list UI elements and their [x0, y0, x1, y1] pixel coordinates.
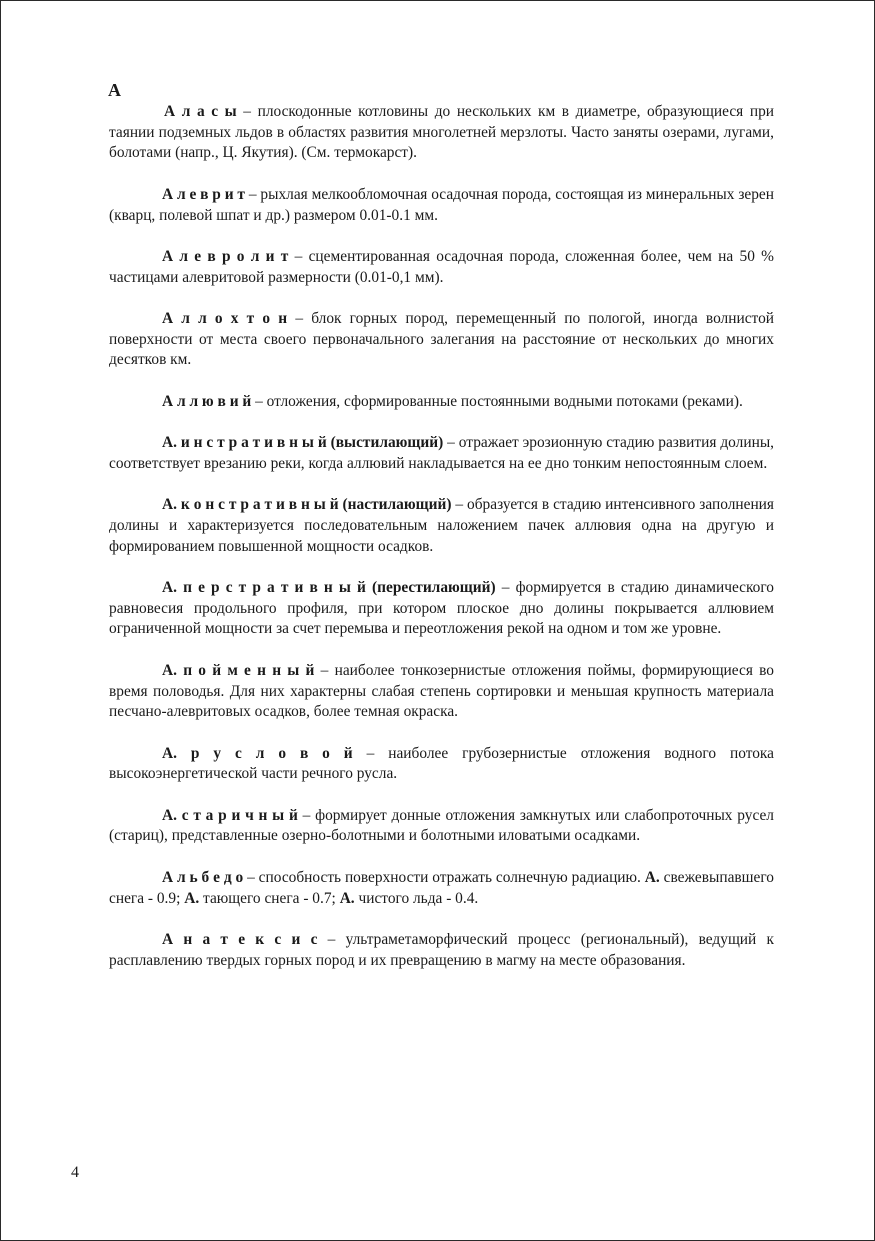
- entry-definition: сцементированная осадочная порода, сложенная более, чем на 50 % частицами алевритовой размерности (0.01-0,1 мм).: [109, 247, 774, 286]
- entry-definition: образуется в стадию интенсивного заполнения долины и характеризуется последовательным наложением пачек аллювия одна на другую и формированием повышенной мощности осадков.: [109, 496, 774, 555]
- entry-ruslovoy: А. р у с л о в о й – наиболее грубозернистые отложения водного потока высокоэнергетической части речного русла.: [109, 744, 775, 783]
- entry-term: А. п о й м е н н ы й: [162, 661, 315, 679]
- entry-albedo: А л ь б е д о – способность поверхности отражать солнечную радиацию. А. свежевыпавшего снега - 0.9; А. тающего снега - 0.7; А. чистого льда - 0.4.: [109, 868, 774, 907]
- entry-definition: плоскодонные котловины до нескольких км в диаметре, образующиеся при таянии подземных льдов в областях развития многолетней мерзлоты. Часто заняты озерами, лугами, болотами (напр., Ц. Якутия). (См. термокарст).: [109, 103, 775, 162]
- entry-definition: наиболее грубозернистые отложения водного потока высокоэнергетической части речного русла.: [109, 744, 775, 783]
- entry-term: А л а с ы: [164, 103, 237, 120]
- term-abbrev: А.: [184, 889, 200, 907]
- entry-term: А л л о х т о н: [162, 309, 288, 327]
- entry-definition: формирует донные отложения замкнутых или слабопроточных русел (стариц), представленные озерно-болотными и болотными иловатыми осадками.: [109, 806, 774, 845]
- entry-term: А л е в р и т: [162, 185, 245, 203]
- entry-term: А н а т е к с и с: [162, 930, 318, 948]
- entry-anateksis: А н а т е к с и с – ультраметаморфический процесс (региональный), ведущий к расплавлению твердых горных пород и их превращению в магму на месте образования.: [109, 930, 775, 969]
- entry-term: А. п е р с т р а т и в н ы й (перестилающий): [162, 579, 496, 597]
- entry-definition: формируется в стадию динамического равновесия продольного профиля, при котором плоское дно долины покрывается аллювием ограниченной мощности за счет перемыва и переотложения рекой на одном и том же уровне.: [109, 579, 774, 638]
- entry-definition: отложения, сформированные постоянными водными потоками (реками).: [266, 392, 743, 410]
- entry-definition: способность поверхности отражать солнечную радиацию.: [258, 868, 641, 886]
- glossary-entries: [109, 102, 774, 992]
- entry-term: А л е в р о л и т: [162, 247, 289, 265]
- entry-instrativny: А. и н с т р а т и в н ы й (выстилающий) – отражает эрозионную стадию развития долины, соответствует врезанию реки, когда аллювий накладывается на ее дно тонким непостоянным слоем.: [109, 434, 775, 472]
- entry-definition: ультраметаморфический процесс (региональный), ведущий к расплавлению твердых горных пород и их превращению в магму на месте образования.: [109, 930, 775, 969]
- entry-definition: отражает эрозионную стадию развития долины, соответствует врезанию реки, когда аллювий накладывается на ее дно тонким непостоянным слоем.: [109, 434, 775, 472]
- entry-term: А л л ю в и й: [162, 392, 252, 410]
- entry-term: А. с т а р и ч н ы й: [162, 806, 298, 824]
- entry-konstrativny: А. к о н с т р а т и в н ы й (настилающий) – образуется в стадию интенсивного заполнения долины и характеризуется последовательным наложением пачек аллювия одна на другую и формированием повышенной мощности осадков.: [109, 496, 774, 555]
- entry-definition: блок горных пород, перемещенный по пологой, иногда волнистой поверхности от места своего первоначального залегания на расстояние от нескольких до многих десятков км.: [109, 309, 774, 369]
- entry-alasy: А л а с ы – плоскодонные котловины до нескольких км в диаметре, образующиеся при таянии подземных льдов в областях развития многолетней мерзлоты. Часто заняты озерами, лугами, болотами (напр., Ц. Якутия). (См. термокарст).: [109, 103, 775, 162]
- entry-term: А. к о н с т р а т и в н ы й (настилающий): [162, 496, 452, 514]
- section-letter: А: [108, 80, 121, 100]
- entry-term: А. и н с т р а т и в н ы й (выстилающий): [162, 434, 444, 452]
- page-number: 4: [71, 1164, 79, 1181]
- entry-poymenny: А. п о й м е н н ы й – наиболее тонкозернистые отложения поймы, формирующиеся во время половодья. Для них характерны слабая степень сортировки и меньшая крупность материала песчано-алевритовых осадков, более темная окраска.: [109, 661, 774, 721]
- entry-allokhton: А л л о х т о н – блок горных пород, перемещенный по пологой, иногда волнистой поверхности от места своего первоначального залегания на расстояние от нескольких до многих десятков км.: [109, 309, 774, 369]
- entry-alevrit: А л е в р и т – рыхлая мелкообломочная осадочная порода, состоящая из минеральных зерен (кварц, полевой шпат и др.) размером 0.01-0.1 мм.: [109, 185, 774, 224]
- entry-starichny: А. с т а р и ч н ы й – формирует донные отложения замкнутых или слабопроточных русел (стариц), представленные озерно-болотными и болотными иловатыми осадками.: [109, 806, 774, 845]
- entry-term: А. р у с л о в о й: [162, 744, 353, 762]
- term-abbrev: А.: [644, 868, 660, 886]
- entry-alluviy: А л л ю в и й – отложения, сформированные постоянными водными потоками (реками).: [162, 392, 743, 410]
- entry-perstrativny: А. п е р с т р а т и в н ы й (перестилающий) – формируется в стадию динамического равновесия продольного профиля, при котором плоское дно долины покрывается аллювием ограниченной мощности за счет перемыва и переотложения рекой на одном и том же уровне.: [109, 579, 774, 638]
- term-abbrev: А.: [339, 889, 355, 907]
- entry-definition: наиболее тонкозернистые отложения поймы, формирующиеся во время половодья. Для них характерны слабая степень сортировки и меньшая крупность материала песчано-алевритовых осадков, более темная окраска.: [109, 661, 774, 721]
- entry-alevrolit: А л е в р о л и т – сцементированная осадочная порода, сложенная более, чем на 50 % частицами алевритовой размерности (0.01-0,1 мм).: [109, 247, 774, 286]
- entry-definition: рыхлая мелкообломочная осадочная порода, состоящая из минеральных зерен (кварц, полевой шпат и др.) размером 0.01-0.1 мм.: [109, 185, 774, 224]
- entry-term: А л ь б е д о: [162, 868, 244, 886]
